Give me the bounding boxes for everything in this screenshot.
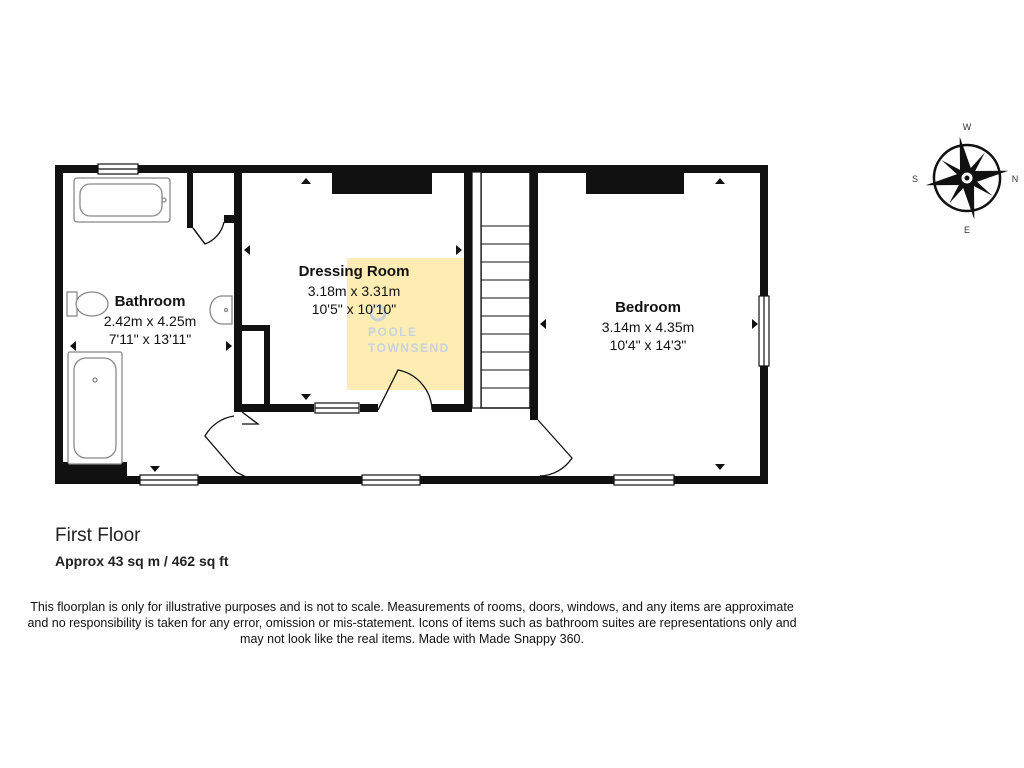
floor-title: First Floor (55, 525, 141, 546)
watermark-line1: POOLE (368, 325, 418, 339)
staircase (472, 172, 530, 408)
dressing-room-name: Dressing Room (298, 263, 410, 280)
room-bedroom (602, 299, 695, 353)
bath-lower-icon (68, 352, 122, 464)
watermark-line2: TOWNSEND (368, 341, 450, 355)
bedroom-imperial: 10'4" x 14'3" (609, 337, 687, 353)
toilet-icon (67, 292, 108, 316)
dressing-room-metric: 3.18m x 3.31m (307, 283, 401, 299)
compass-west-label: W (962, 122, 972, 132)
disclaimer-line-3: may not look like the real items. Made with Made Snappy 360. (240, 632, 584, 646)
compass-rose (918, 129, 1015, 226)
bathroom-metric: 2.42m x 4.25m (103, 313, 197, 329)
sink-icon (210, 296, 232, 324)
compass-south-label: S (911, 174, 919, 184)
compass-north-label: N (1011, 174, 1019, 184)
bedroom-name: Bedroom (615, 299, 681, 316)
disclaimer-line-2: and no responsibility is taken for any error, omission or mis-statement. Icons of items such as bathroom suites are representations only and (27, 616, 797, 630)
room-bathroom (104, 293, 197, 347)
bathroom-name: Bathroom (114, 293, 186, 310)
dressing-room-imperial: 10'5" x 10'10" (311, 301, 397, 317)
floor-area: Approx 43 sq m / 462 sq ft (55, 553, 229, 569)
bathroom-imperial: 7'11" x 13'11" (108, 331, 192, 347)
bathtub-icon (74, 178, 170, 222)
room-dressing (299, 263, 410, 317)
bedroom-metric: 3.14m x 4.35m (601, 319, 695, 335)
compass-east-label: E (963, 225, 971, 235)
disclaimer (0, 599, 824, 647)
disclaimer-line-1: This floorplan is only for illustrative purposes and is not to scale. Measurements of rooms, doors, windows, and any items are approximate (30, 600, 794, 614)
